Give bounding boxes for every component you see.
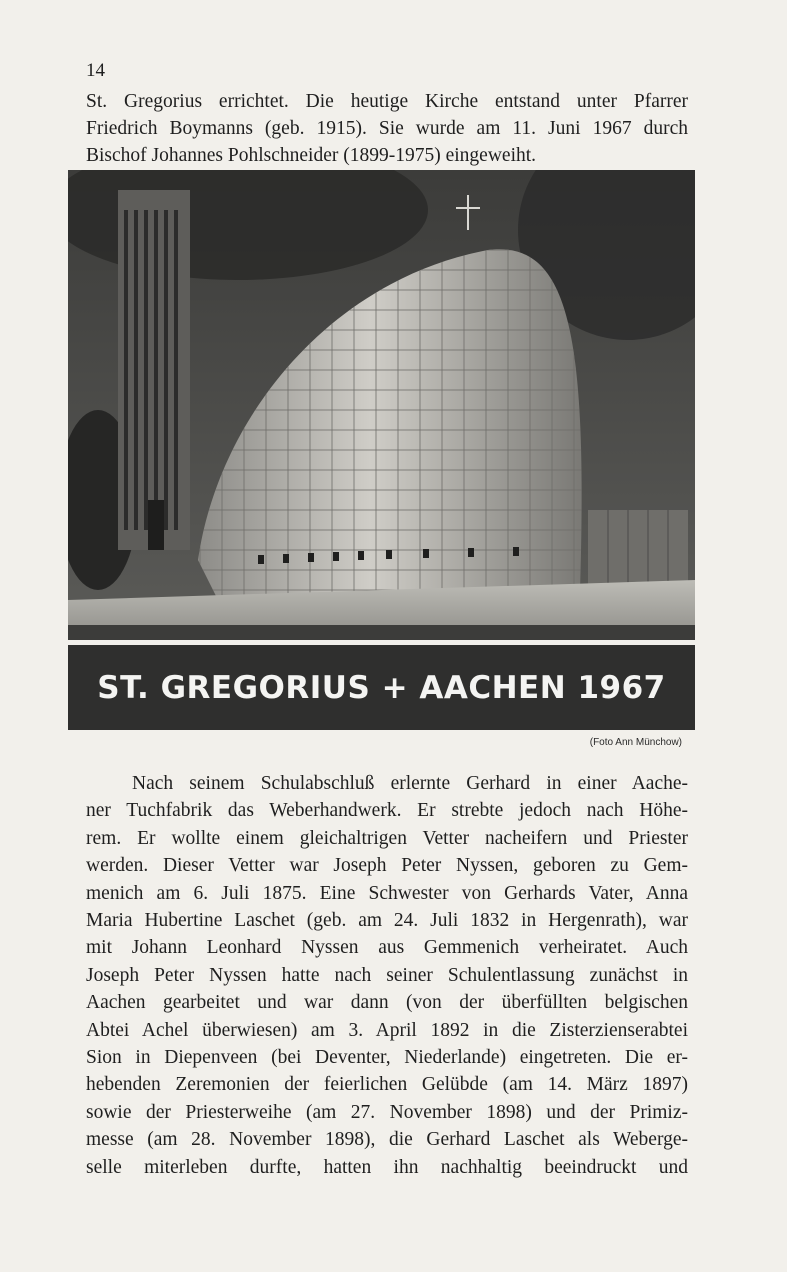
- text-line: rem. Er wollte einem gleichaltrigen Vetter nacheifern und Priester: [86, 827, 688, 849]
- text-line: menich am 6. Juli 1875. Eine Schwester von Gerhards Vater, Anna: [86, 882, 688, 904]
- text-line: mit Johann Leonhard Nyssen aus Gemmenich verheiratet. Auch: [86, 937, 688, 959]
- photo-credit: (Foto Ann Münchow): [589, 737, 682, 748]
- text-line: sowie der Priesterweihe (am 27. November 1898) und der Primiz-: [86, 1101, 688, 1123]
- text-line: Abtei Achel überwiesen) am 3. April 1892 in die Zisterzienserabtei: [86, 1019, 688, 1041]
- text-line: messe (am 28. November 1898), die Gerhard Laschet als Weberge-: [86, 1129, 688, 1151]
- text-line: hebenden Zeremonien der feierlichen Gelübde (am 14. März 1897): [86, 1074, 688, 1096]
- page-number: 14: [86, 60, 105, 81]
- photo-banner-text: ST. GREGORIUS + AACHEN 1967: [97, 669, 666, 706]
- text-line: Joseph Peter Nyssen hatte nach seiner Schulentlassung zunächst in: [86, 964, 688, 986]
- text-line: Aachen gearbeitet und war dann (von der überfüllten belgischen: [86, 992, 688, 1014]
- text-line: Maria Hubertine Laschet (geb. am 24. Juli 1832 in Hergenrath), war: [86, 910, 688, 932]
- top-paragraph: [86, 88, 688, 169]
- text-line: St. Gregorius errichtet. Die heutige Kirche entstand unter Pfarrer: [86, 91, 688, 112]
- church-photograph: [68, 170, 695, 640]
- text-line: Sion in Diepenveen (bei Deventer, Niederlande) eingetreten. Die er-: [86, 1047, 688, 1069]
- text-line: ner Tuchfabrik das Weberhandwerk. Er strebte jedoch nach Höhe-: [86, 800, 688, 822]
- text-line: werden. Dieser Vetter war Joseph Peter Nyssen, geboren zu Gem-: [86, 855, 688, 877]
- body-paragraph: [86, 770, 688, 1181]
- photo-banner: [68, 645, 695, 730]
- church-photo-illustration: [68, 170, 695, 640]
- text-line: Friedrich Boymanns (geb. 1915). Sie wurde am 11. Juni 1967 durch: [86, 118, 688, 139]
- text-line: selle miterleben durfte, hatten ihn nachhaltig beeindruckt und: [86, 1156, 688, 1178]
- text-line: Bischof Johannes Pohlschneider (1899-1975) eingeweiht.: [86, 145, 537, 166]
- text-line: Nach seinem Schulabschluß erlernte Gerhard in einer Aache-: [132, 773, 688, 794]
